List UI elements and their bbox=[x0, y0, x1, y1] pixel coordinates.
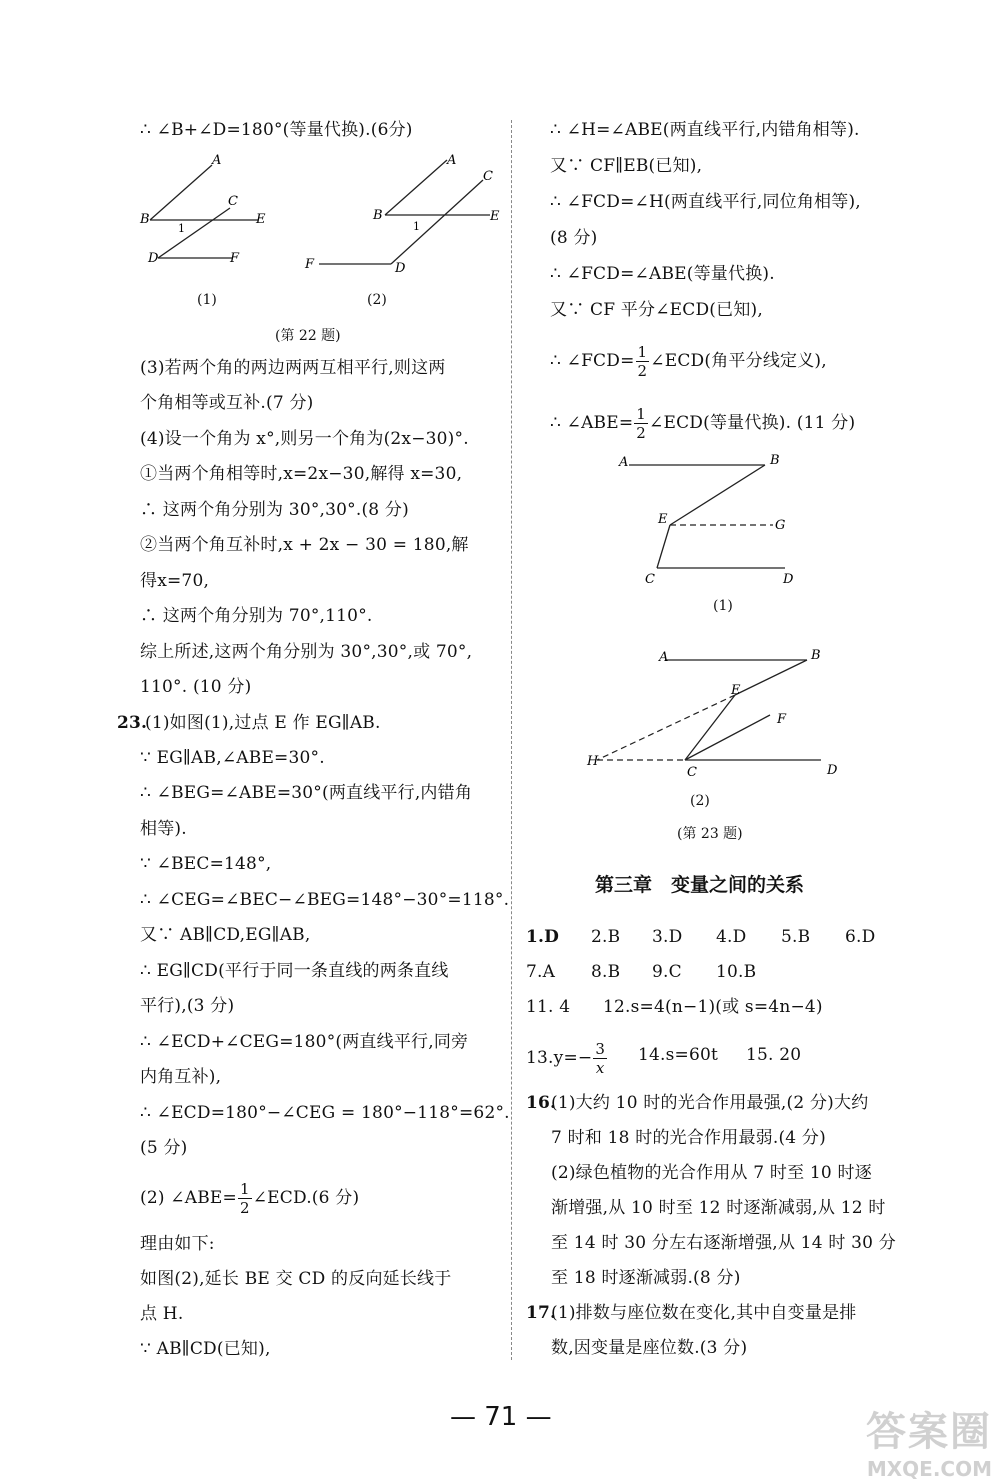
answer: 11. 4 bbox=[526, 997, 571, 1017]
text-line: (1)如图(1),过点 E 作 EG∥AB. bbox=[145, 713, 381, 733]
text-line: (1)大约 10 时的光合作用最强,(2 分)大约 bbox=[551, 1093, 869, 1113]
answer: 10.B bbox=[716, 962, 757, 982]
svg-text:D: D bbox=[148, 251, 159, 266]
svg-text:B: B bbox=[811, 648, 821, 663]
answer: 7.A bbox=[526, 962, 556, 982]
answer: 6.D bbox=[845, 927, 876, 947]
figure-label: (1) bbox=[713, 598, 733, 614]
answer: 1.D bbox=[526, 927, 560, 947]
text-line: 内角互补), bbox=[140, 1067, 222, 1087]
figure-label: (2) bbox=[367, 292, 387, 308]
column-divider bbox=[511, 120, 512, 1360]
svg-text:E: E bbox=[256, 212, 266, 227]
svg-text:E: E bbox=[658, 512, 668, 527]
svg-text:1: 1 bbox=[413, 220, 420, 233]
text-line: (2)绿色植物的光合作用从 7 时至 10 时逐 bbox=[551, 1163, 872, 1183]
svg-text:D: D bbox=[395, 261, 406, 276]
text-line: 综上所述,这两个角分别为 30°,30°,或 70°, bbox=[140, 642, 473, 662]
text-line: ∴ ∠ECD=180°−∠CEG = 180°−118°=62°. bbox=[140, 1103, 510, 1123]
text-line: ∴ ∠BEG=∠ABE=30°(两直线平行,内错角 bbox=[140, 783, 473, 803]
text-line: 个角相等或互补.(7 分) bbox=[140, 393, 314, 413]
text-line: ∴ ∠CEG=∠BEC−∠BEG=148°−30°=118°. bbox=[140, 890, 510, 910]
text-line: (1)排数与座位数在变化,其中自变量是排 bbox=[551, 1303, 857, 1323]
svg-text:C: C bbox=[687, 765, 697, 780]
svg-text:B: B bbox=[373, 208, 383, 223]
text-line: ∴ EG∥CD(平行于同一条直线的两条直线 bbox=[140, 961, 449, 981]
answer: 8.B bbox=[591, 962, 621, 982]
fraction: $\frac{1}{2}$ bbox=[239, 1180, 250, 1217]
text-line: 如图(2),延长 BE 交 CD 的反向延长线于 bbox=[140, 1269, 452, 1289]
text-line: (3)若两个角的两边两两互相平行,则这两 bbox=[140, 358, 446, 378]
text-line: 7 时和 18 时的光合作用最弱.(4 分) bbox=[551, 1128, 826, 1148]
text-line: (5 分) bbox=[140, 1138, 188, 1158]
svg-text:G: G bbox=[775, 518, 786, 533]
text-line: 渐增强,从 10 时至 12 时逐渐减弱,从 12 时 bbox=[551, 1198, 886, 1218]
text-line: 又∵ CF∥EB(已知), bbox=[550, 156, 703, 176]
text-line: (4)设一个角为 x°,则另一个角为(2x−30)°. bbox=[140, 429, 469, 449]
chapter-title: 第三章 变量之间的关系 bbox=[595, 874, 805, 896]
svg-text:E: E bbox=[490, 209, 500, 224]
svg-text:1: 1 bbox=[178, 222, 185, 235]
text-line: ∴ ∠H=∠ABE(两直线平行,内错角相等). bbox=[550, 120, 860, 140]
figure-22-1 bbox=[140, 150, 280, 270]
text-line: ∴ ∠FCD=∠H(两直线平行,同位角相等), bbox=[550, 192, 861, 212]
svg-text:C: C bbox=[483, 169, 493, 184]
figure-caption: (第 22 题) bbox=[275, 328, 341, 344]
svg-text:F: F bbox=[230, 251, 240, 266]
text-line: ∵ EG∥AB,∠ABE=30°. bbox=[140, 748, 325, 768]
text-line: 110°. (10 分) bbox=[140, 677, 252, 697]
figure-23-1 bbox=[615, 450, 815, 590]
svg-text:B: B bbox=[140, 212, 150, 227]
answer: 5.B bbox=[781, 927, 811, 947]
question-number: 16. bbox=[526, 1093, 557, 1113]
text-line: 理由如下: bbox=[140, 1234, 215, 1254]
answer: 14.s=60t bbox=[638, 1045, 719, 1065]
answer: 15. 20 bbox=[746, 1045, 802, 1065]
figure-label: (2) bbox=[690, 793, 710, 809]
svg-text:A: A bbox=[212, 153, 222, 168]
answer: 12.s=4(n−1)(或 s=4n−4) bbox=[603, 997, 823, 1017]
text-line: ∴ ∠ECD+∠CEG=180°(两直线平行,同旁 bbox=[140, 1032, 469, 1052]
question-number: 17. bbox=[526, 1303, 557, 1323]
answer: 4.D bbox=[716, 927, 747, 947]
figure-caption: (第 23 题) bbox=[677, 826, 743, 842]
svg-text:E: E bbox=[731, 683, 741, 698]
text-line-with-fraction: (2) ∠ABE= $\frac{1}{2}$ ∠ECD.(6 分) bbox=[140, 1180, 360, 1217]
text-line: (8 分) bbox=[550, 228, 598, 248]
svg-text:C: C bbox=[645, 572, 655, 587]
fraction: $\frac{1}{2}$ bbox=[637, 343, 648, 380]
svg-text:A: A bbox=[447, 153, 457, 168]
fraction: $\frac{1}{2}$ bbox=[636, 405, 647, 442]
text-line: 平行),(3 分) bbox=[140, 996, 235, 1016]
text-line: 至 18 时逐渐减弱.(8 分) bbox=[551, 1268, 741, 1288]
text-line: 相等). bbox=[140, 819, 187, 839]
text-line: 又∵ AB∥CD,EG∥AB, bbox=[140, 925, 311, 945]
text-line: ②当两个角互补时,x + 2x − 30 = 180,解 bbox=[140, 535, 469, 555]
svg-text:F: F bbox=[777, 712, 787, 727]
text-line: ∴ 这两个角分别为 70°,110°. bbox=[140, 606, 373, 626]
text-line: ∵ AB∥CD(已知), bbox=[140, 1339, 271, 1359]
svg-text:H: H bbox=[587, 754, 599, 769]
text-line: 得x=70, bbox=[140, 571, 210, 591]
figure-22-2 bbox=[305, 150, 505, 276]
text-line: ∴ 这两个角分别为 30°,30°.(8 分) bbox=[140, 500, 409, 520]
answer: 9.C bbox=[652, 962, 682, 982]
text-line: ①当两个角相等时,x=2x−30,解得 x=30, bbox=[140, 464, 463, 484]
answer-13: 13.y=− $\frac{3}{x}$ bbox=[526, 1040, 606, 1077]
text-line: ∴ ∠B+∠D=180°(等量代换).(6分) bbox=[140, 120, 413, 140]
question-number: 23. bbox=[117, 713, 148, 733]
watermark-logo: 答案圈 MXQE.COM bbox=[866, 1409, 992, 1481]
text-line-with-fraction: ∴ ∠FCD= $\frac{1}{2}$ ∠ECD(角平分线定义), bbox=[550, 343, 827, 380]
svg-text:D: D bbox=[783, 572, 794, 587]
text-line: 至 14 时 30 分左右逐渐增强,从 14 时 30 分 bbox=[551, 1233, 896, 1253]
text-line: ∵ ∠BEC=148°, bbox=[140, 854, 272, 874]
svg-text:F: F bbox=[305, 257, 315, 272]
figure-label: (1) bbox=[197, 292, 217, 308]
text-line-with-fraction: ∴ ∠ABE= $\frac{1}{2}$ ∠ECD(等量代换). (11 分) bbox=[550, 405, 856, 442]
text-line: ∴ ∠FCD=∠ABE(等量代换). bbox=[550, 264, 775, 284]
text-line: 数,因变量是座位数.(3 分) bbox=[551, 1338, 748, 1358]
svg-text:D: D bbox=[827, 763, 838, 778]
answer: 3.D bbox=[652, 927, 683, 947]
figure-23-2 bbox=[585, 645, 845, 785]
fraction: $\frac{3}{x}$ bbox=[595, 1040, 606, 1077]
svg-text:C: C bbox=[228, 194, 238, 209]
answer: 2.B bbox=[591, 927, 621, 947]
svg-text:A: A bbox=[619, 455, 629, 470]
text-line: 又∵ CF 平分∠ECD(已知), bbox=[550, 300, 763, 320]
text-line: 点 H. bbox=[140, 1304, 184, 1324]
page-number: — 71 — bbox=[450, 1402, 552, 1432]
svg-text:B: B bbox=[770, 453, 780, 468]
svg-text:A: A bbox=[659, 650, 669, 665]
